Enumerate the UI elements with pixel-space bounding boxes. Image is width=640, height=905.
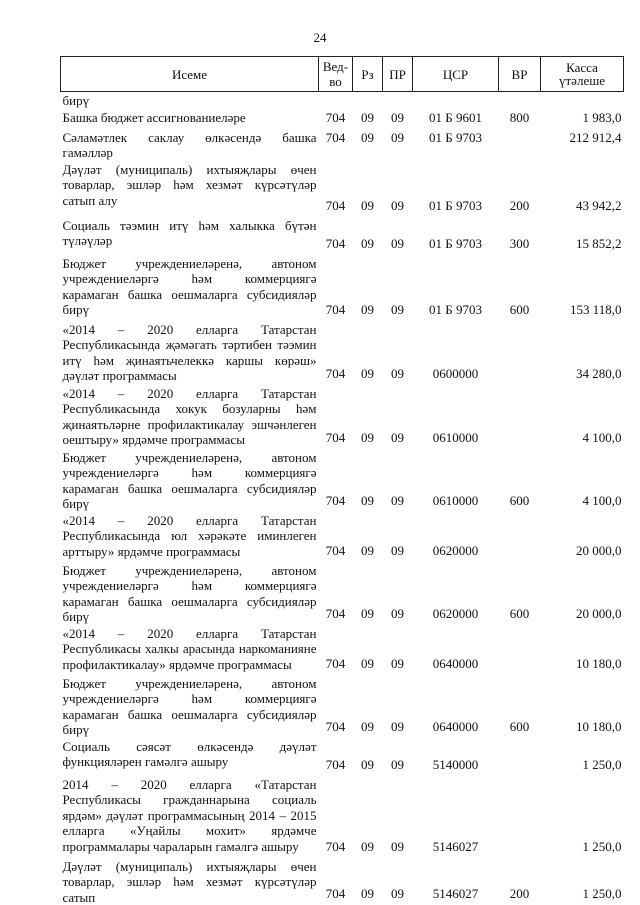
cell-csr: 0640000 [432, 655, 479, 671]
cell-ved: 704 [325, 197, 346, 213]
cell-rz: 09 [361, 197, 374, 213]
cell-pr: 09 [391, 655, 404, 671]
table-row [61, 321, 624, 385]
cell-rz: 09 [361, 756, 374, 772]
cell-ved: 704 [325, 718, 346, 734]
cell-vr [499, 321, 541, 385]
cell-vr: 600 [509, 301, 530, 317]
cell-pr: 09 [391, 838, 404, 854]
cell-vr [499, 512, 541, 562]
cell-pr [383, 92, 413, 109]
cell-vr [499, 776, 541, 858]
cell-vr: 600 [509, 718, 530, 734]
cell-ved: 704 [325, 235, 346, 251]
cell-amount: 15 852,2 [576, 235, 622, 251]
cell-amount: 1 250,0 [582, 886, 622, 901]
cell-csr: 0620000 [432, 605, 479, 621]
cell-rz: 09 [361, 886, 374, 901]
cell-ved: 704 [325, 429, 346, 445]
cell-csr: 01 Б 9703 [429, 301, 482, 317]
page-number: 24 [313, 30, 327, 45]
header-name: Исеме [61, 57, 319, 92]
cell-name: бирү [62, 93, 90, 108]
header-vr: ВР [499, 57, 541, 92]
cell-ved: 704 [325, 301, 346, 317]
cell-vr: 200 [509, 886, 530, 901]
cell-amount: 1 250,0 [582, 838, 622, 854]
cell-pr: 09 [391, 756, 404, 772]
cell-name: Социаль сәясәт өлкәсендә дәүләт функцияләрен гамәлгә ашыру [62, 738, 317, 769]
cell-rz: 09 [361, 429, 374, 445]
cell-name: «2014 – 2020 елларга Татарстан Республикасында җәмәгать тәртибен тәэмин итү һәм җинаятьчелеккә каршы көрәш» дәүләт программасы [62, 321, 317, 383]
cell-ved: 704 [325, 886, 346, 901]
cell-pr: 09 [391, 235, 404, 251]
table-row [61, 161, 624, 217]
cell-vr [499, 738, 541, 776]
cell-name: Дәүләт (муниципаль) ихтыяҗлары өчен товарлар, эшләр һәм хезмәт күрсәтүләр сатып алу [62, 161, 317, 208]
cell-ved: 704 [325, 838, 346, 854]
cell-rz: 09 [361, 365, 374, 381]
cell-pr: 09 [391, 129, 404, 145]
cell-name: Башка бюджет ассигнованиеләре [62, 109, 246, 125]
cell-amount: 1 250,0 [582, 756, 622, 772]
cell-pr: 09 [391, 542, 404, 558]
cell-amount: 10 180,0 [576, 718, 622, 734]
table-row [61, 92, 624, 109]
cell-csr: 01 Б 9703 [429, 235, 482, 251]
cell-ved: 704 [325, 542, 346, 558]
table-row [61, 562, 624, 625]
table-row [61, 385, 624, 449]
cell-ved: 704 [325, 492, 346, 508]
cell-csr: 5146027 [432, 886, 479, 901]
cell-vr [499, 92, 541, 109]
table-header-row [61, 57, 624, 92]
cell-csr: 0640000 [432, 718, 479, 734]
cell-amount: 1 983,0 [582, 109, 622, 125]
cell-amount: 4 100,0 [582, 492, 622, 508]
cell-ved: 704 [325, 605, 346, 621]
cell-pr: 09 [391, 429, 404, 445]
cell-vr: 300 [509, 235, 530, 251]
cell-vr [499, 129, 541, 161]
cell-csr: 01 Б 9703 [429, 129, 482, 145]
header-ved: Вед-во [319, 57, 353, 92]
cell-rz: 09 [361, 109, 374, 125]
cell-rz: 09 [361, 718, 374, 734]
cell-ved: 704 [325, 756, 346, 772]
table-body [61, 92, 624, 905]
cell-pr: 09 [391, 365, 404, 381]
cell-name: 2014 – 2020 елларга «Татарстан Республикасы гражданнарына социаль ярдәм» дәүләт программасының 2014 – 2015 елларга «Уңайлы мохит» ярдәмче программалары чараларын гамәлгә ашыру [62, 776, 317, 854]
cell-amount: 20 000,0 [576, 605, 622, 621]
table-row [61, 776, 624, 858]
cell-csr [413, 92, 499, 109]
cell-pr: 09 [391, 197, 404, 213]
cell-name: Сәламәтлек саклау өлкәсендә башка гамәлләр [62, 129, 317, 160]
cell-csr: 0610000 [432, 492, 479, 508]
cell-amount: 10 180,0 [576, 655, 622, 671]
table-row [61, 512, 624, 562]
cell-ved: 704 [325, 129, 346, 145]
cell-csr: 01 Б 9703 [429, 197, 482, 213]
cell-vr: 600 [509, 492, 530, 508]
cell-name: Бюджет учреждениеләренә, автоном учреждениеләргә һәм коммерциягә карамаган башка оешмаларга субсидияләр бирү [62, 255, 317, 317]
cell-vr [499, 385, 541, 449]
cell-amount: 153 118,0 [569, 301, 622, 317]
header-amount: Касса үтәлеше [541, 57, 624, 92]
cell-rz: 09 [361, 542, 374, 558]
cell-rz: 09 [361, 301, 374, 317]
cell-rz: 09 [361, 838, 374, 854]
cell-csr: 0610000 [432, 429, 479, 445]
table-row [61, 217, 624, 255]
cell-name: Бюджет учреждениеләренә, автоном учреждениеләргә һәм коммерциягә карамаган башка оешмаларга субсидияләр бирү [62, 562, 317, 624]
cell-amount: 4 100,0 [582, 429, 622, 445]
table-row [61, 738, 624, 776]
table-row [61, 255, 624, 321]
cell-pr: 09 [391, 605, 404, 621]
cell-pr: 09 [391, 109, 404, 125]
cell-rz: 09 [361, 605, 374, 621]
cell-rz [353, 92, 383, 109]
cell-ved: 704 [325, 109, 346, 125]
cell-name: «2014 – 2020 елларга Татарстан Республикасы халкы арасында наркоманияне профилактикалау» ярдәмче программасы [62, 625, 317, 672]
table-row [61, 109, 624, 129]
cell-csr: 01 Б 9601 [429, 109, 482, 125]
cell-name: Социаль тәэмин итү һәм халыкка бүтән түләүләр [62, 217, 317, 248]
cell-pr: 09 [391, 492, 404, 508]
cell-rz: 09 [361, 655, 374, 671]
table-row [61, 625, 624, 675]
cell-ved [319, 92, 353, 109]
cell-csr: 0600000 [432, 365, 479, 381]
cell-ved: 704 [325, 655, 346, 671]
cell-name: Бюджет учреждениеләренә, автоном учреждениеләргә һәм коммерциягә карамаган башка оешмаларга субсидияләр бирү [62, 675, 317, 737]
cell-vr [499, 625, 541, 675]
cell-pr: 09 [391, 886, 404, 901]
header-csr: ЦСР [413, 57, 499, 92]
table-row [61, 129, 624, 161]
cell-pr: 09 [391, 718, 404, 734]
cell-csr: 0620000 [432, 542, 479, 558]
cell-amount: 20 000,0 [576, 542, 622, 558]
cell-amount: 212 912,4 [569, 129, 622, 145]
cell-vr: 200 [509, 197, 530, 213]
cell-csr: 5140000 [432, 756, 479, 772]
cell-ved: 704 [325, 365, 346, 381]
cell-amount [541, 92, 624, 109]
cell-name: Дәүләт (муниципаль) ихтыяҗлары өчен товарлар, эшләр һәм хезмәт күрсәтүләр сатып [62, 858, 317, 905]
table-row [61, 675, 624, 738]
cell-amount: 34 280,0 [576, 365, 622, 381]
cell-name: «2014 – 2020 елларга Татарстан Республикасында хокук бозуларны һәм җинаятьләрне профилактикалау эшчәнлеген оештыру» ярдәмче программасы [62, 385, 317, 447]
table-row [61, 858, 624, 905]
cell-pr: 09 [391, 301, 404, 317]
cell-csr: 5146027 [432, 838, 479, 854]
cell-amount: 43 942,2 [576, 197, 622, 213]
cell-vr: 800 [509, 109, 530, 125]
header-rz: Рз [353, 57, 383, 92]
cell-rz: 09 [361, 235, 374, 251]
header-pr: ПР [383, 57, 413, 92]
budget-table [60, 56, 624, 905]
cell-name: «2014 – 2020 елларга Татарстан Республикасында юл хәрәкәте иминлеген арттыру» ярдәмче программасы [62, 512, 317, 559]
cell-vr: 600 [509, 605, 530, 621]
table-row [61, 449, 624, 512]
cell-rz: 09 [361, 492, 374, 508]
cell-name: Бюджет учреждениеләренә, автоном учреждениеләргә һәм коммерциягә карамаган башка оешмаларга субсидияләр бирү [62, 449, 317, 511]
cell-rz: 09 [361, 129, 374, 145]
